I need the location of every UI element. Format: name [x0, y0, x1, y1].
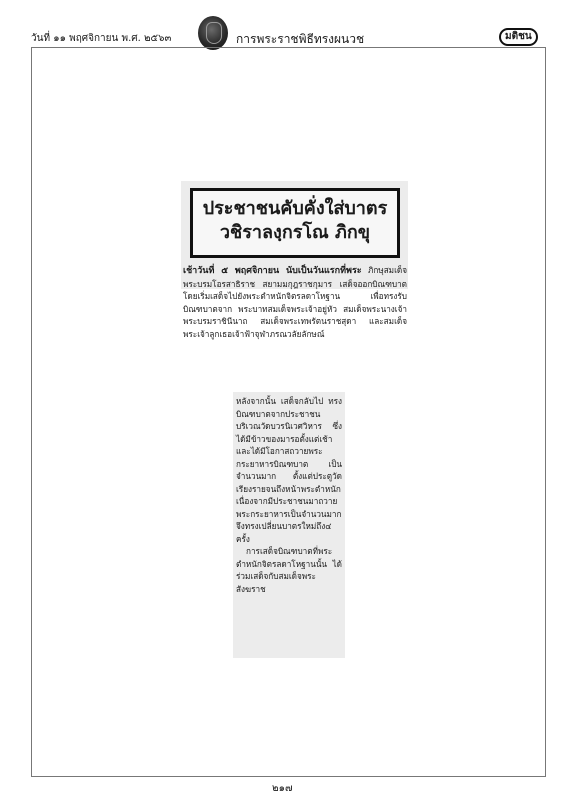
page-number: ๒๑๗ — [272, 783, 293, 794]
newspaper-name-badge: มติชน — [499, 28, 538, 46]
lead-opening: เช้าวันที่ ๕ พฤศจิกายน นับเป็นวันแรกที่พระ — [183, 266, 362, 276]
column-paragraph-1: หลังจากนั้น เสด็จกลับไป ทรงบิณฑบาตจากประชาชน บริเวณวัดบวรนิเวศวิหาร ซึ่งได้มีข้าวของมารอตั้งแต่เช้า และได้มีโอกาสถวายพระกระยาหารบิณฑบาต เป็นจำนวนมาก ตั้งแต่ประตูวัดเรียงรายจนถึงหน้าพระตำหนัก เนื่องจากมีประชาชนมาถวายพระกระยาหารเป็นจำนวนมาก จึงทรงเปลี่ยนบาตรใหม่ถึง๔ ครั้ง — [236, 396, 342, 544]
column-paragraph-2: การเสด็จบิณฑบาตที่พระตำหนักจิตรลดาโหฐานนั้น ได้ร่วมเสด็จกับสมเด็จพระสังฆราช — [236, 546, 342, 594]
royal-emblem-icon — [198, 16, 228, 50]
article-lead — [183, 264, 407, 340]
headline-box — [190, 188, 400, 258]
clipping-date: วันที่ ๑๑ พฤศจิกายน พ.ศ. ๒๕๖๓ — [31, 33, 172, 44]
lead-body: ภิกษุสมเด็จพระบรมโอรสาธิราช สยามมกุฎราชกุมาร เสด็จออกบิณฑบาต โดยเริ่มเสด็จไปยังพระตำหนักจิตรลดาโหฐาน เพื่อทรงรับบิณฑบาตจาก พระบาทสมเด็จพระเจ้าอยู่หัว สมเด็จพระนางเจ้าพระบรมราชินีนาถ สมเด็จพระเทพรัตนราชสุดา และสมเด็จพระเจ้าลูกเธอเจ้าฟ้าจุฬาภรณวลัยลักษณ์ — [183, 265, 407, 339]
headline-line-2: วชิราลงฺกรโณ ภิกขุ — [219, 222, 371, 243]
headline-line-1: ประชาชนคับคั่งใส่บาตร — [202, 198, 388, 219]
article-column — [233, 392, 345, 658]
section-title: การพระราชพิธีทรงผนวช — [236, 32, 365, 46]
